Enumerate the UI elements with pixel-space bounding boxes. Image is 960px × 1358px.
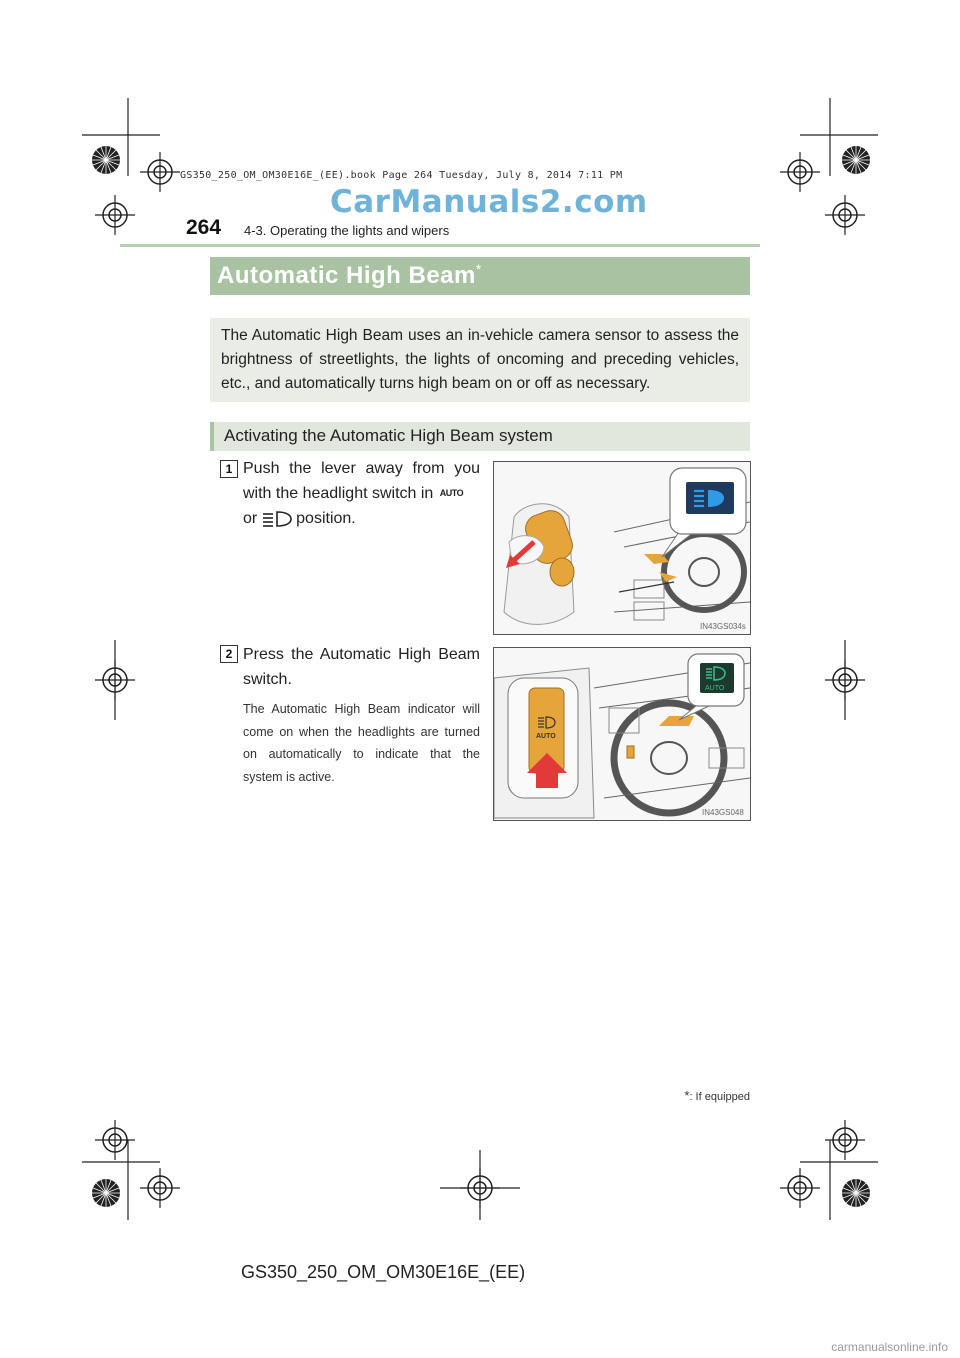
- step-1-text-part2: position.: [296, 510, 356, 528]
- step-number-1: 1: [220, 460, 238, 478]
- page-title-text: Automatic High Beam: [217, 262, 476, 289]
- page-number: 264: [186, 216, 222, 239]
- step-number-2: 2: [220, 645, 238, 663]
- header-rule: [120, 244, 760, 247]
- watermark-top: CarManuals2.com: [330, 184, 648, 220]
- figure-1-illustration: [494, 462, 750, 634]
- registration-mark: [825, 195, 865, 235]
- registration-mark: [95, 1120, 135, 1160]
- page-title: [217, 261, 482, 290]
- subheading: Activating the Automatic High Beam system: [224, 426, 553, 445]
- figure-1-code: IN43GS034s: [700, 622, 746, 631]
- figure-2-code: IN43GS048: [702, 808, 744, 817]
- registration-mark: [95, 660, 135, 700]
- registration-mark: [460, 1168, 500, 1208]
- auto-icon: AUTO: [439, 488, 464, 499]
- footer-code: GS350_250_OM_OM30E16E_(EE): [241, 1262, 526, 1282]
- step-2-note: The Automatic High Beam indicator will come on when the headlights are turned on automatically to indicate that the system is active.: [243, 702, 480, 784]
- registration-mark: [780, 1168, 820, 1208]
- footnote: [684, 1088, 750, 1103]
- starburst-mark-br: [842, 1179, 870, 1207]
- indicator-label: AUTO: [705, 685, 725, 692]
- registration-mark: [780, 152, 820, 192]
- registration-mark: [140, 1168, 180, 1208]
- step-1-text-or: or: [243, 510, 258, 528]
- watermark-bottom: carmanualsonline.info: [831, 1340, 948, 1354]
- headlight-icon: [262, 510, 292, 528]
- starburst-mark-bl: [92, 1179, 120, 1207]
- subheading-accent: [210, 422, 214, 451]
- registration-mark: [95, 195, 135, 235]
- intro-text: The Automatic High Beam uses an in-vehicle camera sensor to assess the brightness of streetlights, the lights of oncoming and preceding vehicles, etc., and automatically turns high beam on or off as necessary.: [221, 327, 739, 392]
- figure-2-switch: [493, 647, 751, 821]
- registration-mark: [825, 1120, 865, 1160]
- switch-label: AUTO: [536, 733, 556, 740]
- figure-2-illustration: [494, 648, 750, 820]
- figure-1-lever: [493, 461, 751, 635]
- switch-panel: [494, 668, 594, 818]
- section-title: 4-3. Operating the lights and wipers: [244, 223, 450, 238]
- starburst-mark-tl: [92, 146, 120, 174]
- title-asterisk: *: [475, 261, 482, 277]
- step-2-text: Press the Automatic High Beam switch.: [243, 646, 480, 688]
- footnote-asterisk: *: [684, 1088, 690, 1103]
- footnote-text: : If equipped: [689, 1091, 750, 1103]
- starburst-mark-tr: [842, 146, 870, 174]
- registration-mark: [140, 152, 180, 192]
- book-info-line: GS350_250_OM_OM30E16E_(EE).book Page 264 Tuesday, July 8, 2014 7:11 PM: [180, 170, 623, 181]
- step-1-text-part1: Push the lever away from you with the headlight switch in: [243, 460, 480, 502]
- step-1-text: [243, 456, 480, 531]
- registration-mark: [825, 660, 865, 700]
